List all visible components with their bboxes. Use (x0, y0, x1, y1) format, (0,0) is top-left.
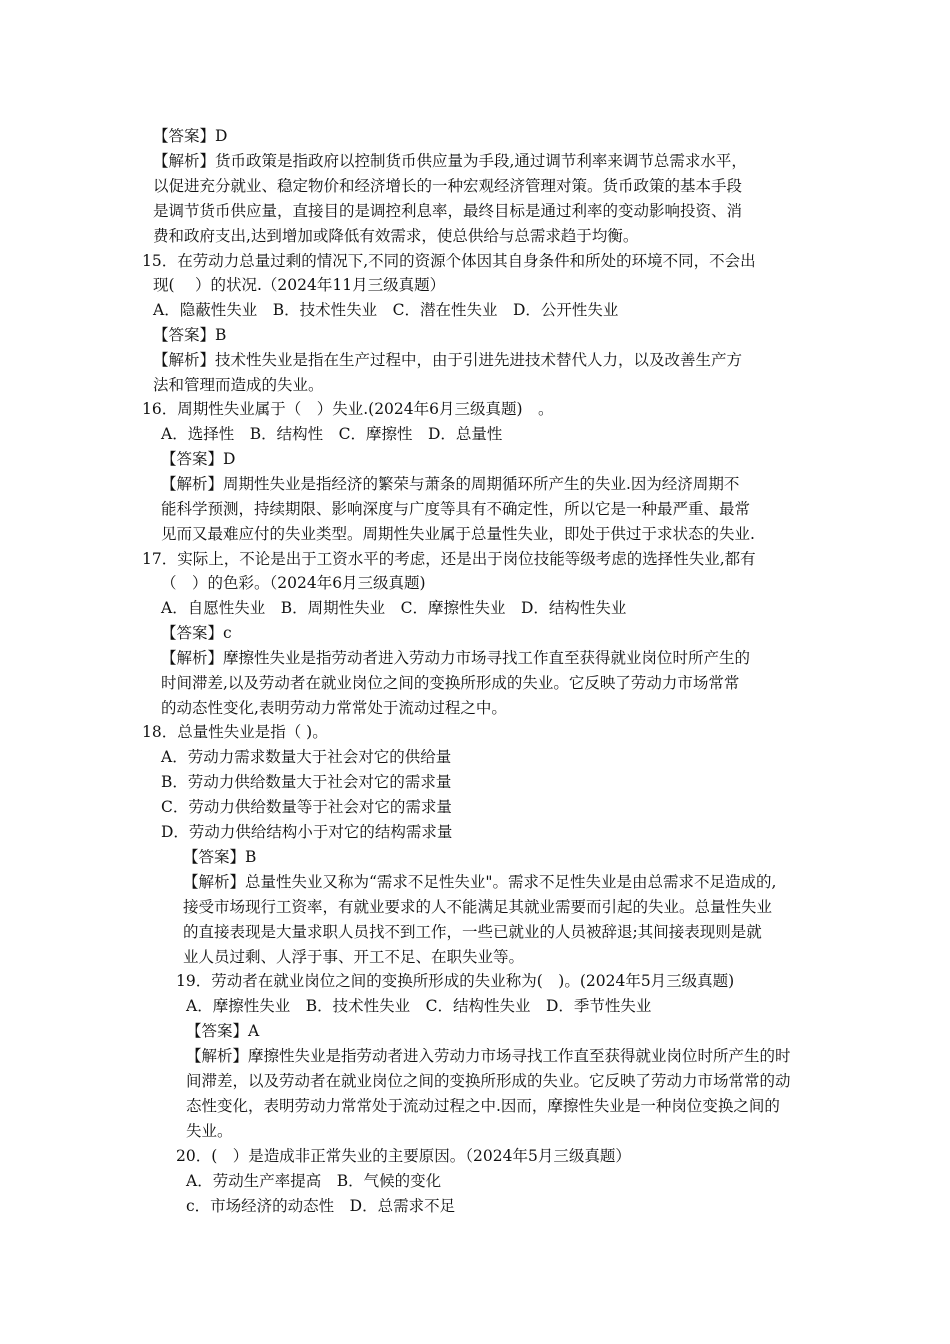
question-17-line-1: 17．实际上，不论是出于工资水平的考虑，还是出于岗位技能等级考虑的选择性失业,都有 (142, 550, 756, 568)
question-16: 16．周期性失业属于（ ）失业.(2024年6月三级真题) 。 (142, 400, 554, 418)
analysis-16-line-3: 见而又最难应付的失业类型。周期性失业属于总量性失业，即处于供过于求状态的失业. (161, 525, 755, 543)
answer-19: 【答案】A (186, 1022, 260, 1040)
question-17-options: A．自愿性失业 B．周期性失业 C．摩擦性失业 D．结构性失业 (161, 599, 627, 617)
question-17-line-2: （ ）的色彩。（2024年6月三级真题) (161, 574, 426, 592)
question-15-line-1: 15．在劳动力总量过剩的情况下,不同的资源个体因其自身条件和所处的环境不同，不会出 (142, 252, 756, 270)
analysis-14-line-4: 费和政府支出,达到增加或降低有效需求，使总供给与总需求趋于均衡。 (153, 227, 639, 245)
question-18-option-d: D．劳动力供给结构小于对它的结构需求量 (161, 823, 453, 841)
answer-15: 【答案】B (153, 326, 227, 344)
question-20: 20．( ）是造成非正常失业的主要原因。（2024年5月三级真题） (176, 1147, 631, 1165)
analysis-15-line-2: 法和管理而造成的失业。 (153, 376, 324, 394)
question-18-option-a: A．劳动力需求数量大于社会对它的供给量 (161, 748, 452, 766)
answer-14: 【答案】D (153, 127, 228, 145)
analysis-14-line-2: 以促进充分就业、稳定物价和经济增长的一种宏观经济管理对策。货币政策的基本手段 (153, 177, 743, 195)
analysis-18-line-4: 业人员过剩、人浮于事、开工不足、在职失业等。 (183, 948, 525, 966)
question-20-options-ab: A．劳动生产率提高 B．气候的变化 (186, 1172, 442, 1190)
analysis-18-line-3: 的直接表现是大量求职人员找不到工作，一些已就业的人员被辞退;其间接表现则是就 (183, 923, 762, 941)
analysis-19-line-2: 间滞差，以及劳动者在就业岗位之间的变换所形成的失业。它反映了劳动力市场常常的动 (186, 1072, 791, 1090)
analysis-16-line-2: 能科学预测，持续期限、影响深度与广度等具有不确定性，所以它是一种最严重、最常 (161, 500, 751, 518)
answer-18: 【答案】B (183, 848, 257, 866)
analysis-19-line-3: 态性变化，表明劳动力常常处于流动过程之中.因而，摩擦性失业是一种岗位变换之间的 (186, 1097, 780, 1115)
analysis-19-line-1: 【解析】摩擦性失业是指劳动者进入劳动力市场寻找工作直至获得就业岗位时所产生的时 (186, 1047, 791, 1065)
analysis-18-line-1: 【解析】总量性失业又称为“需求不足性失业"。需求不足性失业是由总需求不足造成的, (183, 873, 777, 891)
question-18-option-c: C．劳动力供给数量等于社会对它的需求量 (161, 798, 452, 816)
analysis-19-line-4: 失业。 (186, 1122, 233, 1140)
analysis-18-line-2: 接受市场现行工资率，有就业要求的人不能满足其就业需要而引起的失业。总量性失业 (183, 898, 773, 916)
analysis-15-line-1: 【解析】技术性失业是指在生产过程中，由于引进先进技术替代人力，以及改善生产方 (153, 351, 743, 369)
question-20-options-cd: c．市场经济的动态性 D．总需求不足 (186, 1197, 456, 1215)
question-19: 19．劳动者在就业岗位之间的变换所形成的失业称为( )。(2024年5月三级真题) (176, 972, 735, 990)
analysis-16-line-1: 【解析】周期性失业是指经济的繁荣与萧条的周期循环所产生的失业.因为经济周期不 (161, 475, 740, 493)
analysis-17-line-2: 时间滞差,以及劳动者在就业岗位之间的变换所形成的失业。它反映了劳动力市场常常 (161, 674, 740, 692)
analysis-17-line-3: 的动态性变化,表明劳动力常常处于流动过程之中。 (161, 699, 507, 717)
question-18-option-b: B．劳动力供给数量大于社会对它的需求量 (161, 773, 452, 791)
question-16-options: A．选择性 B．结构性 C．摩擦性 D．总量性 (161, 425, 503, 443)
question-18: 18．总量性失业是指（ )。 (142, 723, 328, 741)
question-15-line-2: 现( ）的状况.（2024年11月三级真题） (153, 276, 446, 294)
analysis-17-line-1: 【解析】摩擦性失业是指劳动者进入劳动力市场寻找工作直至获得就业岗位时所产生的 (161, 649, 751, 667)
answer-17: 【答案】c (161, 624, 232, 642)
analysis-14-line-3: 是调节货币供应量，直接目的是调控利息率，最终目标是通过利率的变动影响投资、消 (153, 202, 743, 220)
analysis-14-line-1: 【解析】货币政策是指政府以控制货币供应量为手段,通过调节利率来调节总需求水平， (153, 152, 747, 170)
question-15-options: A．隐蔽性失业 B．技术性失业 C．潜在性失业 D．公开性失业 (153, 301, 619, 319)
question-19-options: A．摩擦性失业 B．技术性失业 C．结构性失业 D．季节性失业 (186, 997, 652, 1015)
answer-16: 【答案】D (161, 450, 236, 468)
